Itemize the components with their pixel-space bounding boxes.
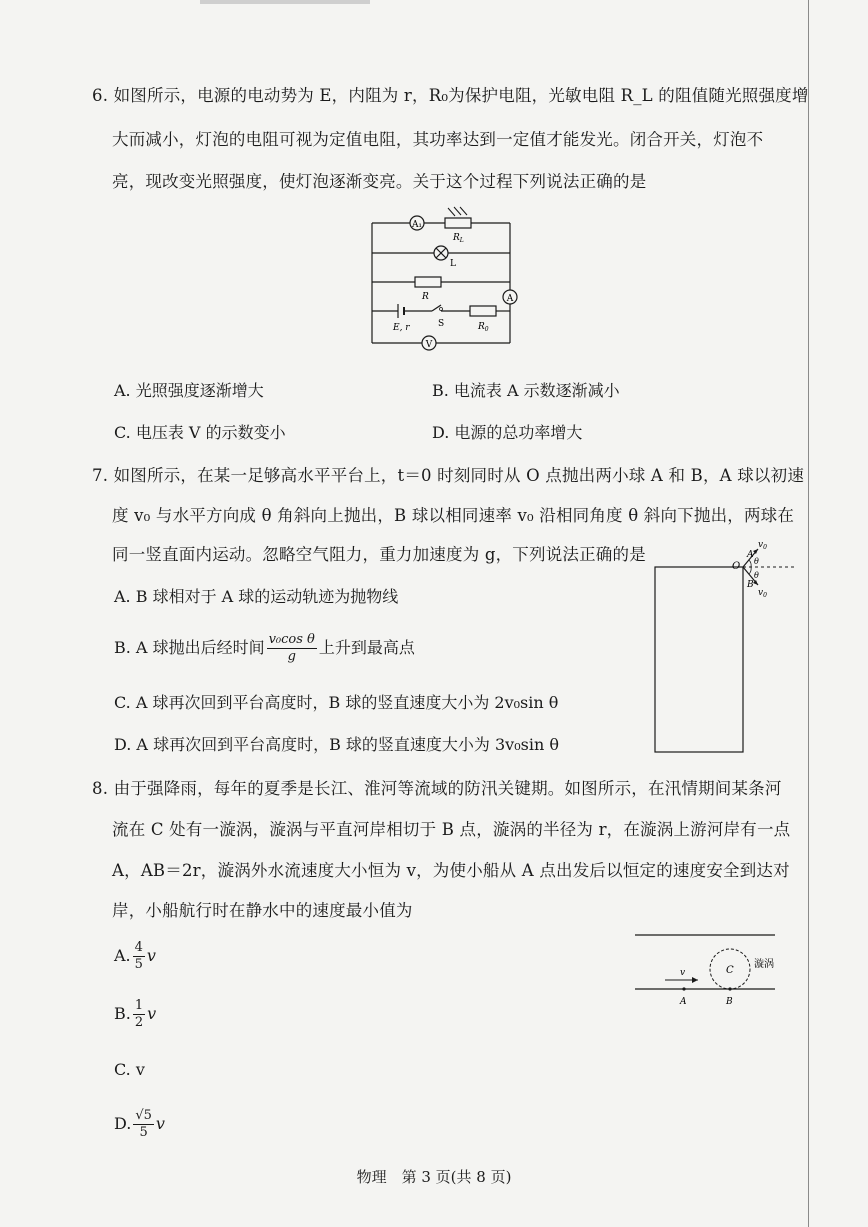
q6-option-d: D. 电源的总功率增大 — [432, 423, 583, 442]
flow-speed-label: v — [680, 968, 686, 978]
q7-option-b-fraction: $\frac{\text{v₀cos θ}}{g}$ — [268, 632, 315, 664]
ammeter-a1-label: A₁ — [411, 220, 423, 230]
q8-line-2: 流在 C 处有一漩涡，漩涡与平直河岸相切于 B 点，漩涡的半径为 r，在漩涡上游河岸有一点 — [112, 820, 791, 839]
battery-label: E, r — [393, 323, 410, 333]
q8-option-b: B. $\frac{1}{2}$ v — [114, 998, 157, 1030]
page-footer: 物理 第 3 页(共 8 页) — [356, 1168, 512, 1186]
ammeter-a-label: A — [506, 294, 514, 304]
vortex-center-label: C — [726, 965, 734, 976]
q7-option-b-post: 上升到最高点 — [318, 638, 415, 657]
q6-line-1: 6. 如图所示，电源的电动势为 E，内阻为 r，R₀为保护电阻，光敏电阻 R_L 的阻值随光照强度增 — [92, 86, 809, 105]
q6-option-a: A. 光照强度逐渐增大 — [114, 381, 264, 400]
q8-option-c: C. v — [114, 1060, 145, 1079]
v0-bottom-label: $v_0$ — [758, 588, 767, 599]
q6-option-c: C. 电压表 V 的示数变小 — [114, 423, 286, 442]
ball-b-label: B — [747, 580, 754, 590]
flow-arrow-icon — [692, 977, 698, 983]
angle-theta-bottom: θ — [754, 571, 759, 580]
q7-platform-diagram — [650, 535, 800, 760]
scan-artifact — [200, 0, 370, 4]
q7-line-1: 7. 如图所示，在某一足够高水平平台上，t＝0 时刻同时从 O 点抛出两小球 A 和 B，A 球以初速 — [92, 466, 805, 485]
voltmeter-label: V — [425, 340, 433, 350]
q8-option-a: A. $\frac{4}{5}$ v — [114, 940, 156, 972]
point-a-label: A — [680, 997, 687, 1007]
q7-line-3: 同一竖直面内运动。忽略空气阻力，重力加速度为 g，下列说法正确的是 — [112, 545, 646, 564]
q8-river-diagram — [630, 925, 790, 1010]
platform-rect — [655, 567, 743, 752]
switch-label: S — [438, 319, 445, 329]
q8-line-4: 岸，小船航行时在静水中的速度最小值为 — [112, 901, 413, 920]
resistor-r0-label: $R_0$ — [478, 322, 489, 333]
q8-line-3: A，AB＝2r，漩涡外水流速度大小恒为 v，为使小船从 A 点出发后以恒定的速度安全到达对 — [112, 861, 790, 880]
q6-line-3: 亮，现改变光照强度，使灯泡逐渐变亮。关于这个过程下列说法正确的是 — [112, 172, 647, 191]
angle-theta-top: θ — [754, 557, 759, 566]
point-o-label: O — [732, 561, 741, 572]
photoresistor-label: $R_L$ — [453, 233, 464, 244]
q8-option-d: D. $\frac{√5}{5}$ v — [114, 1108, 165, 1140]
q7-option-b-pre: B. A 球抛出后经时间 — [114, 638, 265, 657]
q7-option-c: C. A 球再次回到平台高度时，B 球的竖直速度大小为 2v₀sin θ — [114, 693, 559, 712]
q7-option-b — [114, 632, 415, 665]
q6-option-b: B. 电流表 A 示数逐渐减小 — [432, 381, 620, 400]
q6-line-2: 大而减小，灯泡的电阻可视为定值电阻，其功率达到一定值才能发光。闭合开关，灯泡不 — [112, 130, 764, 149]
vortex-label: 漩涡 — [754, 959, 774, 970]
q7-option-a: A. B 球相对于 A 球的运动轨迹为抛物线 — [114, 587, 399, 606]
q7-line-2: 度 v₀ 与水平方向成 θ 角斜向上抛出，B 球以相同速率 v₀ 沿相同角度 θ 斜向下抛出，两球在 — [112, 506, 795, 525]
lamp-label: L — [450, 259, 456, 269]
q8-line-1: 8. 由于强降雨，每年的夏季是长江、淮河等流域的防汛关键期。如图所示，在汛情期间某条河 — [92, 779, 782, 798]
resistor-r-label: R — [422, 292, 429, 302]
margin-rule — [808, 0, 809, 1227]
point-b-label: B — [726, 997, 733, 1007]
q6-circuit-diagram — [360, 205, 535, 360]
ball-a-label: A — [747, 550, 754, 560]
v0-top-label: $v_0$ — [758, 540, 767, 551]
q7-option-d: D. A 球再次回到平台高度时，B 球的竖直速度大小为 3v₀sin θ — [114, 735, 559, 754]
